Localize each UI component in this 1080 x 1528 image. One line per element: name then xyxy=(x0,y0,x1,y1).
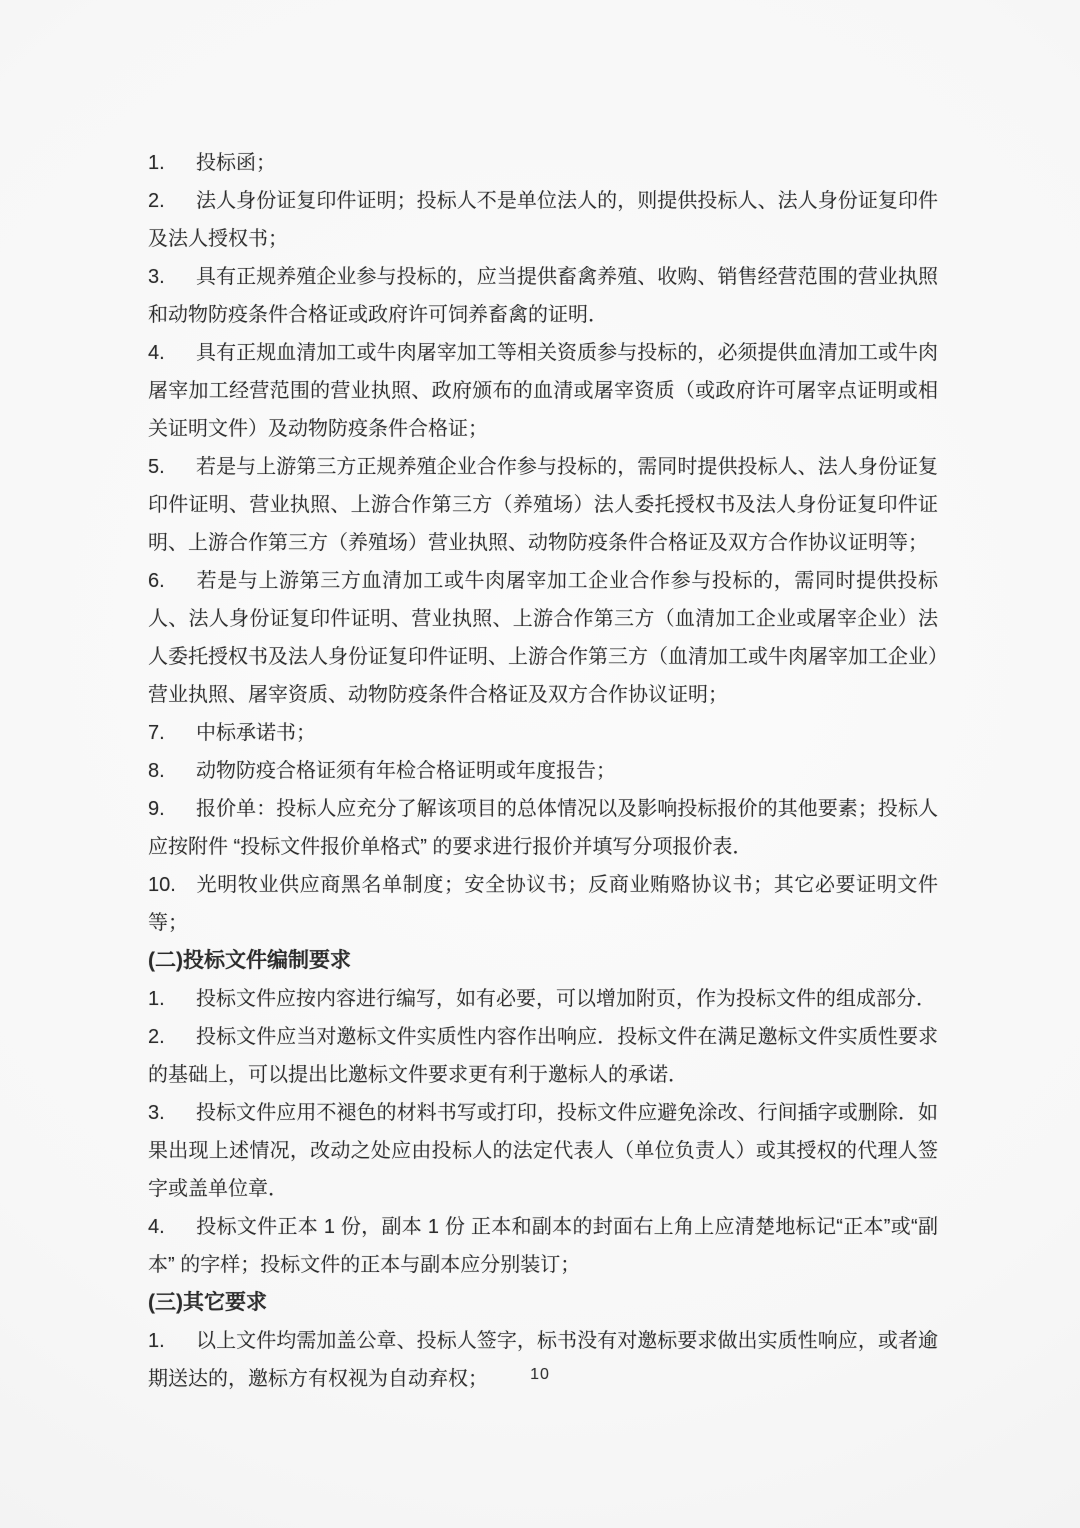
list-item-2 xyxy=(148,182,938,258)
list-item-3 xyxy=(148,258,938,334)
list-item-b1 xyxy=(148,980,938,1018)
list-item-4 xyxy=(148,334,938,448)
item-text: 投标文件应按内容进行编写，如有必要，可以增加附页，作为投标文件的组成部分． xyxy=(196,988,936,1010)
item-text: 若是与上游第三方血清加工或牛肉屠宰加工企业合作参与投标的，需同时提供投标人、法人身份证复印件证明、营业执照、上游合作第三方（血清加工企业或屠宰企业）法人委托授权书及法人身份证复印件证明、上游合作第三方（血清加工或牛肉屠宰加工企业）营业执照、屠宰资质、动物防疫条件合格证及双方合作协议证明； xyxy=(148,570,938,706)
item-text: 投标文件正本 1 份，副本 1 份 正本和副本的封面右上角上应清楚地标记“正本”或“副本” 的字样；投标文件的正本与副本应分别装订； xyxy=(148,1216,938,1276)
item-text: 光明牧业供应商黑名单制度；安全协议书；反商业贿赂协议书；其它必要证明文件等； xyxy=(148,874,938,934)
item-text: 报价单：投标人应充分了解该项目的总体情况以及影响投标报价的其他要素；投标人应按附件 “投标文件报价单格式” 的要求进行报价并填写分项报价表． xyxy=(148,798,938,858)
item-number: 2. xyxy=(148,1026,165,1048)
item-number: 1. xyxy=(148,152,165,174)
item-text: 投标函； xyxy=(196,152,276,174)
item-text: 以上文件均需加盖公章、投标人签字，标书没有对邀标要求做出实质性响应，或者逾期送达的，邀标方有权视为自动弃权； xyxy=(148,1330,938,1390)
page-number: 10 xyxy=(530,1366,550,1383)
item-text: 投标文件应用不褪色的材料书写或打印，投标文件应避免涂改、行间插字或删除．如果出现上述情况，改动之处应由投标人的法定代表人（单位负责人）或其授权的代理人签字或盖单位章． xyxy=(148,1102,938,1200)
item-number: 3. xyxy=(148,1102,165,1124)
item-number: 4. xyxy=(148,342,165,364)
item-number: 7. xyxy=(148,722,165,744)
list-item-b2 xyxy=(148,1018,938,1094)
item-number: 8. xyxy=(148,760,165,782)
item-number: 2. xyxy=(148,190,165,212)
list-item-b4 xyxy=(148,1208,938,1284)
item-number: 6. xyxy=(148,570,165,592)
list-item-5 xyxy=(148,448,938,562)
item-text: 动物防疫合格证须有年检合格证明或年度报告； xyxy=(196,760,616,782)
item-number: 4. xyxy=(148,1216,165,1238)
section-heading-3: (三)其它要求 xyxy=(148,1291,267,1314)
item-text: 中标承诺书； xyxy=(196,722,316,744)
item-text: 具有正规血清加工或牛肉屠宰加工等相关资质参与投标的，必须提供血清加工或牛肉屠宰加工经营范围的营业执照、政府颁布的血清或屠宰资质（或政府许可屠宰点证明或相关证明文件）及动物防疫条件合格证； xyxy=(148,342,938,440)
item-number: 10. xyxy=(148,874,176,896)
list-item-8 xyxy=(148,752,938,790)
item-text: 法人身份证复印件证明；投标人不是单位法人的，则提供投标人、法人身份证复印件及法人授权书； xyxy=(148,190,938,250)
item-number: 1. xyxy=(148,1330,165,1352)
document-content xyxy=(148,144,938,1398)
list-item-7 xyxy=(148,714,938,752)
item-number: 1. xyxy=(148,988,165,1010)
list-item-b3 xyxy=(148,1094,938,1208)
list-item-6 xyxy=(148,562,938,714)
item-text: 具有正规养殖企业参与投标的，应当提供畜禽养殖、收购、销售经营范围的营业执照和动物防疫条件合格证或政府许可饲养畜禽的证明． xyxy=(148,266,938,326)
list-item-c1 xyxy=(148,1322,938,1398)
list-item-9 xyxy=(148,790,938,866)
list-item-10 xyxy=(148,866,938,942)
item-number: 3. xyxy=(148,266,165,288)
list-item-1 xyxy=(148,144,938,182)
item-number: 5. xyxy=(148,456,165,478)
item-number: 9. xyxy=(148,798,165,820)
item-text: 若是与上游第三方正规养殖企业合作参与投标的，需同时提供投标人、法人身份证复印件证明、营业执照、上游合作第三方（养殖场）法人委托授权书及法人身份证复印件证明、上游合作第三方（养殖场）营业执照、动物防疫条件合格证及双方合作协议证明等； xyxy=(148,456,938,554)
item-text: 投标文件应当对邀标文件实质性内容作出响应．投标文件在满足邀标文件实质性要求的基础上，可以提出比邀标文件要求更有利于邀标人的承诺． xyxy=(148,1026,938,1086)
section-heading-2: (二)投标文件编制要求 xyxy=(148,949,351,972)
